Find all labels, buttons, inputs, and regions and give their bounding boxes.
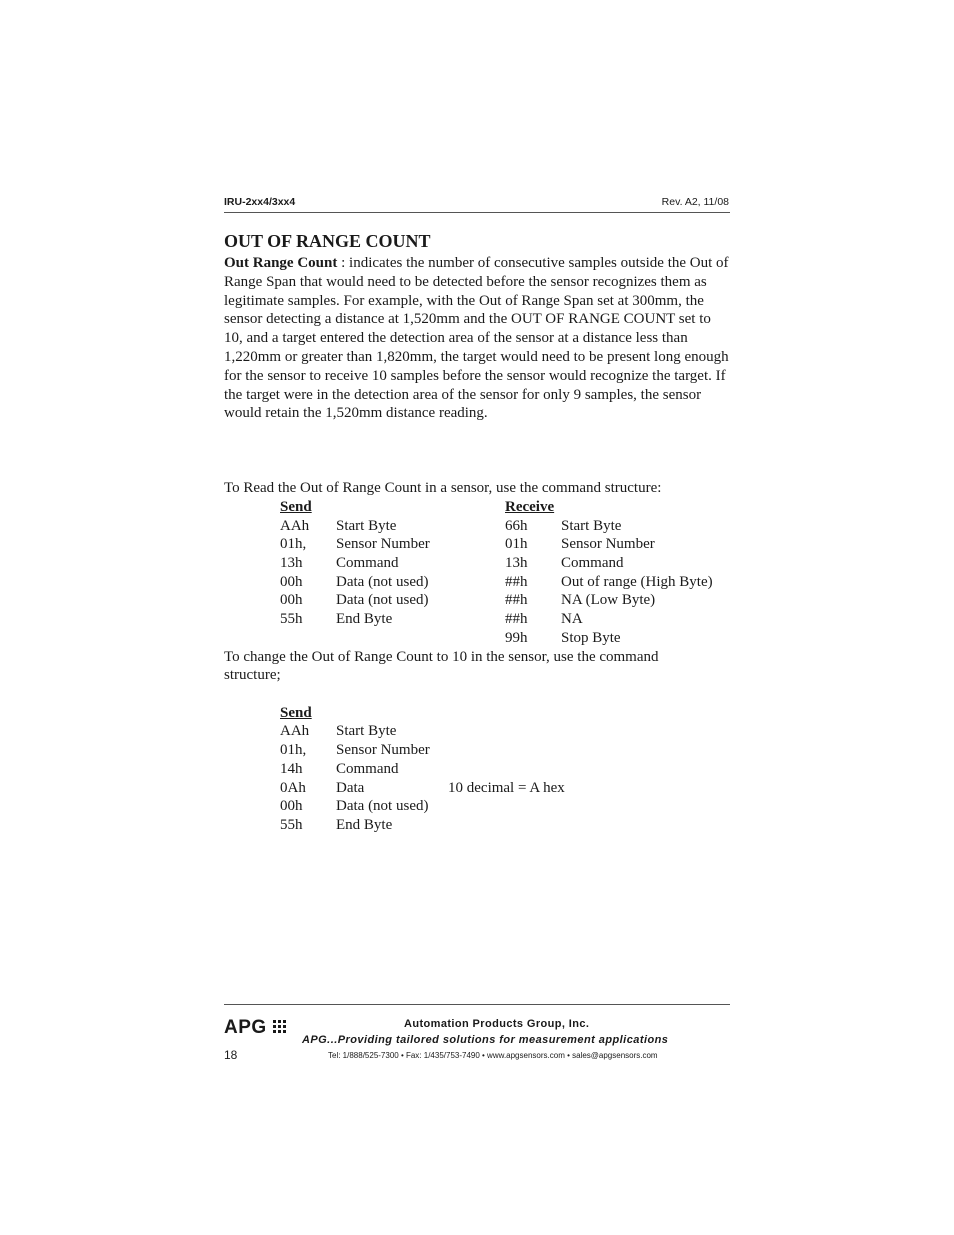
receive-desc: NA: [561, 611, 583, 627]
footer-divider: [224, 1004, 730, 1005]
receive-desc: Stop Byte: [561, 630, 621, 646]
send-code: AAh: [280, 518, 310, 534]
conversion-note: 10 decimal = A hex: [448, 780, 565, 796]
send-desc: Data (not used): [336, 574, 429, 590]
send-code: 55h: [280, 817, 303, 833]
send-code: 13h: [280, 555, 303, 571]
send-code: 55h: [280, 611, 303, 627]
receive-code: 13h: [505, 555, 528, 571]
receive-code: ##h: [505, 611, 528, 627]
receive-code: ##h: [505, 592, 528, 608]
receive-code: 99h: [505, 630, 528, 646]
send-code: 01h,: [280, 742, 307, 758]
send-desc: Command: [336, 761, 399, 777]
receive-code: 66h: [505, 518, 528, 534]
send-code: 0Ah: [280, 780, 306, 796]
term-label: Out Range Count: [224, 255, 338, 271]
send-desc: Sensor Number: [336, 742, 430, 758]
receive-desc: Start Byte: [561, 518, 622, 534]
send-desc: Data (not used): [336, 798, 429, 814]
read-command-intro: To Read the Out of Range Count in a sensor, use the command structure:: [224, 480, 662, 496]
send-desc: Start Byte: [336, 518, 397, 534]
send-code: 00h: [280, 798, 303, 814]
section-title: OUT OF RANGE COUNT: [224, 231, 431, 251]
send-desc: Data (not used): [336, 592, 429, 608]
send-desc: Sensor Number: [336, 536, 430, 552]
contact-info: Tel: 1/888/525-7300 • Fax: 1/435/753-7490 • www.apgsensors.com • sales@apgsensors.com: [328, 1051, 658, 1060]
receive-desc: NA (Low Byte): [561, 592, 656, 608]
receive-code: ##h: [505, 574, 528, 590]
send-code: 00h: [280, 592, 303, 608]
company-name: Automation Products Group, Inc.: [404, 1018, 590, 1030]
change-send-heading: Send: [280, 705, 312, 721]
term-description: : indicates the number of consecutive samples outside the Out of Range Span that would need to be detected before the sensor recognizes them as legitimate samples. For example, with the Out of Range Span set at 300mm, the sensor detecting a distance at 1,520mm and the OUT OF RANGE COUNT set to 10, and a target entered the detection area of the sensor at a distance less than 1,220mm or greater than 1,820mm, the target would need to be present long enough for the sensor to receive 10 samples before the sensor would recognize the target. If the target were in the detection area of the sensor for only 9 samples, the sensor would retain the 1,520mm distance reading.: [224, 255, 729, 422]
send-code: AAh: [280, 723, 310, 739]
receive-desc: Out of range (High Byte): [561, 574, 713, 590]
read-send-heading: Send: [280, 499, 312, 515]
send-code: 01h,: [280, 536, 307, 552]
receive-code: 01h: [505, 536, 528, 552]
revision-label: Rev. A2, 11/08: [661, 196, 729, 208]
send-desc: Start Byte: [336, 723, 397, 739]
send-desc: Command: [336, 555, 399, 571]
section-paragraph: [224, 254, 730, 423]
apg-logo: APG: [224, 1017, 267, 1038]
page-number: 18: [224, 1048, 238, 1062]
change-command-intro-cont: structure;: [224, 667, 281, 683]
send-desc: End Byte: [336, 817, 393, 833]
send-desc: Data: [336, 780, 365, 796]
apg-logo-dots-icon: [272, 1019, 290, 1035]
send-code: 00h: [280, 574, 303, 590]
read-receive-heading: Receive: [505, 499, 555, 515]
receive-desc: Command: [561, 555, 624, 571]
send-code: 14h: [280, 761, 303, 777]
document-id: IRU-2xx4/3xx4: [224, 196, 296, 208]
receive-desc: Sensor Number: [561, 536, 655, 552]
change-command-intro: To change the Out of Range Count to 10 in the sensor, use the command: [224, 649, 659, 665]
send-desc: End Byte: [336, 611, 393, 627]
header-divider: [224, 212, 730, 213]
company-tagline: APG...Providing tailored solutions for measurement applications: [302, 1034, 669, 1046]
